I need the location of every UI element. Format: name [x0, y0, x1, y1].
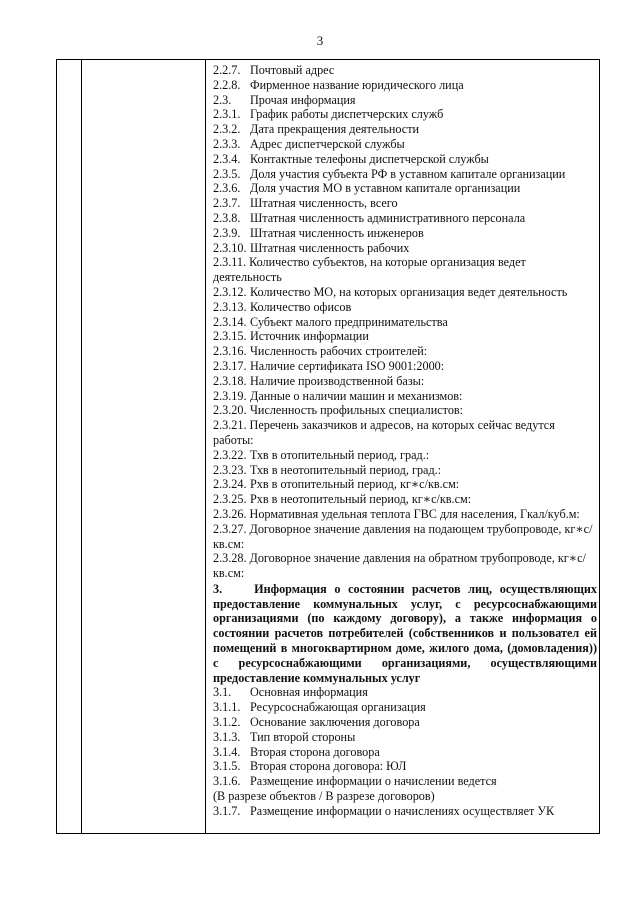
list-item	[213, 774, 597, 789]
list-item	[213, 137, 597, 152]
item-text: Численность профильных специалистов:	[250, 403, 464, 418]
item-text: Данные о наличии машин и механизмов:	[250, 388, 463, 403]
list-item	[213, 492, 597, 507]
item-text: Вторая сторона договора: ЮЛ	[250, 759, 407, 774]
table-content-cell	[213, 63, 597, 819]
item-text: Рхв в отопительный период, кг∗с/кв.см:	[250, 477, 460, 492]
item-number: 2.2.8.	[213, 77, 241, 92]
item-text: Количество субъектов, на которые организация ведет деятельность	[213, 255, 526, 285]
item-number: 3.1.2.	[213, 715, 241, 730]
page-number: 3	[316, 33, 324, 48]
list-item	[213, 107, 597, 122]
item-text: Доля участия МО в уставном капитале организации	[250, 181, 521, 196]
list-item	[213, 241, 597, 256]
list-item	[213, 167, 597, 182]
list-item	[213, 196, 597, 211]
list-item	[213, 403, 597, 418]
item-text: Штатная численность, всего	[250, 196, 398, 211]
table-column-divider	[205, 60, 206, 833]
item-number: 2.3.28.	[213, 551, 247, 566]
item-number: 2.3.1.	[213, 107, 241, 122]
item-text: Штатная численность административного персонала	[250, 210, 526, 225]
list-item	[213, 211, 597, 226]
item-text: Дата прекращения деятельности	[250, 122, 420, 137]
item-text: Источник информации	[250, 329, 369, 344]
item-number: 2.3.6.	[213, 181, 241, 196]
item-text: Численность рабочих строителей:	[250, 344, 428, 359]
item-text: Основная информация	[250, 685, 368, 700]
list-item	[213, 448, 597, 463]
item-text: Размещение информации о начислениях осуществляет УК	[250, 803, 555, 818]
item-number: 2.3.19.	[213, 388, 247, 403]
list-item	[213, 181, 597, 196]
table-column-divider	[81, 60, 82, 833]
list-item	[213, 700, 597, 715]
item-number: 3.1.	[213, 685, 232, 700]
item-number: 2.3.27.	[213, 521, 247, 536]
list-item	[213, 477, 597, 492]
list-item	[213, 285, 597, 300]
item-text: Наличие производственной базы:	[250, 373, 425, 388]
list-item	[213, 226, 597, 241]
item-number: 2.3.15.	[213, 329, 247, 344]
list-item	[213, 759, 597, 774]
item-note: (В разрезе объектов / В разрезе договоров)	[213, 789, 435, 804]
item-number: 2.3.10.	[213, 240, 247, 255]
item-number: 2.3.24.	[213, 477, 247, 492]
list-item	[213, 122, 597, 137]
list-item	[213, 255, 597, 285]
list-item	[213, 374, 597, 389]
item-number: 2.3.20.	[213, 403, 247, 418]
item-number: 2.3.2.	[213, 122, 241, 137]
item-number: 2.3.9.	[213, 225, 241, 240]
list-item	[213, 315, 597, 330]
list-item	[213, 522, 597, 552]
list-item	[213, 329, 597, 344]
item-number: 3.1.6.	[213, 774, 241, 789]
list-item	[213, 804, 597, 819]
item-number: 3.1.1.	[213, 700, 241, 715]
list-item	[213, 463, 597, 478]
item-text: Прочая информация	[250, 92, 356, 107]
item-text: Нормативная удельная теплота ГВС для населения, Гкал/куб.м:	[249, 506, 580, 521]
item-number: 2.3.23.	[213, 462, 247, 477]
item-number: 2.3.21.	[213, 418, 247, 433]
list-item	[213, 685, 597, 700]
list-item	[213, 78, 597, 93]
list-item	[213, 344, 597, 359]
item-number: 2.3.5.	[213, 166, 241, 181]
list-item	[213, 745, 597, 760]
list-item	[213, 389, 597, 404]
item-text: Почтовый адрес	[250, 63, 335, 77]
item-number: 2.3.22.	[213, 447, 247, 462]
item-text: Договорное значение давления на обратном трубопроводе, кг∗с/кв.см:	[213, 551, 586, 581]
item-text: Тип второй стороны	[250, 729, 356, 744]
item-text: Штатная численность рабочих	[250, 240, 410, 255]
list-item	[213, 715, 597, 730]
item-text: Субъект малого предпринимательства	[250, 314, 448, 329]
list-item	[213, 730, 597, 745]
list-item	[213, 507, 597, 522]
item-text: Ресурсоснабжающая организация	[250, 700, 426, 715]
item-number: 2.3.16.	[213, 344, 247, 359]
item-text: Тхв в неотопительный период, град.:	[250, 462, 442, 477]
item-text: Вторая сторона договора	[250, 744, 380, 759]
list-item	[213, 63, 597, 78]
list-item	[213, 418, 597, 448]
list-item	[213, 93, 597, 108]
document-table	[56, 59, 600, 834]
item-number: 3.1.5.	[213, 759, 241, 774]
item-number: 2.3.26.	[213, 506, 247, 521]
item-number: 2.3.25.	[213, 492, 247, 507]
item-number: 2.3.7.	[213, 196, 241, 211]
item-text: График работы диспетчерских служб	[250, 107, 444, 122]
item-text: Договорное значение давления на подающем трубопроводе, кг∗с/кв.см:	[213, 521, 593, 551]
item-number: 3.1.3.	[213, 729, 241, 744]
item-number: 3.1.4.	[213, 744, 241, 759]
item-text: Фирменное название юридического лица	[250, 77, 464, 92]
item-text: Контактные телефоны диспетчерской службы	[250, 151, 489, 166]
item-text: Доля участия субъекта РФ в уставном капитале организации	[250, 166, 566, 181]
item-text: Размещение информации о начислении ведется	[250, 774, 497, 789]
item-number: 2.3.11.	[213, 255, 247, 270]
item-number: 2.3.14.	[213, 314, 247, 329]
item-number: 2.3.13.	[213, 299, 247, 314]
item-text: Количество МО, на которых организация ведет деятельность	[250, 284, 568, 299]
list-item	[213, 152, 597, 167]
item-number: 2.3.3.	[213, 136, 241, 151]
list-item	[213, 551, 597, 581]
section-number: 3.	[213, 581, 223, 596]
list-item	[213, 300, 597, 315]
item-number: 2.3.4.	[213, 151, 241, 166]
item-text: Рхв в неотопительный период, кг∗с/кв.см:	[250, 492, 472, 507]
item-number: 3.1.7.	[213, 803, 241, 818]
item-text: Штатная численность инженеров	[250, 225, 424, 240]
item-text: Тхв в отопительный период, град.:	[250, 447, 430, 462]
section-title: Информация о состоянии расчетов лиц, осуществляющих предоставление коммунальных услуг, с ресурсоснабжающими организациями (по каждому договору), а также информация о состоянии расчетов потребителей (собственников и пользовател ей помещений в многоквартирном доме, жилого дома, (домовладения)) с ресурсоснабжающими организациями, осуществляющими предоставление коммунальных услуг	[213, 581, 597, 685]
list-item	[213, 359, 597, 374]
item-number: 2.3.12.	[213, 284, 247, 299]
item-text: Перечень заказчиков и адресов, на которых сейчас ведутся работы:	[213, 418, 555, 447]
section-heading	[213, 582, 597, 686]
item-text: Основание заключения договора	[250, 715, 420, 730]
item-number: 2.2.7.	[213, 63, 241, 77]
item-number: 2.3.18.	[213, 373, 247, 388]
item-text: Адрес диспетчерской службы	[250, 136, 405, 151]
item-number: 2.3.8.	[213, 210, 241, 225]
item-text: Наличие сертификата ISO 9001:2000:	[250, 358, 445, 373]
item-number: 2.3.	[213, 92, 232, 107]
item-number: 2.3.17.	[213, 358, 247, 373]
item-text: Количество офисов	[250, 299, 352, 314]
